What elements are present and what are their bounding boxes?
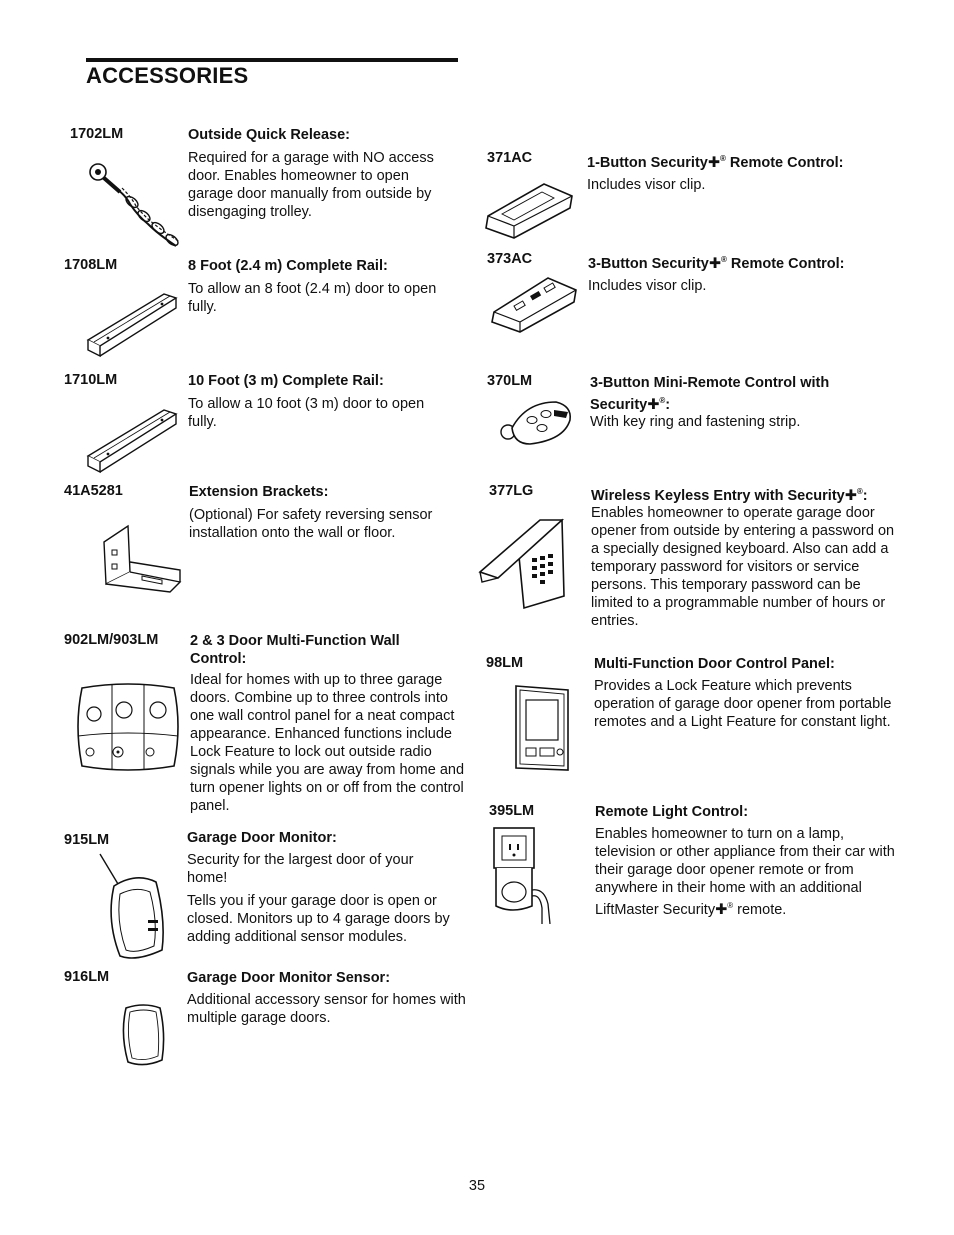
rail-icon bbox=[84, 290, 180, 360]
item-description: Additional accessory sensor for homes with multiple garage doors. bbox=[187, 992, 466, 1026]
title-rule bbox=[86, 58, 458, 62]
item-code: 395LM bbox=[489, 803, 535, 819]
item-name: 3-Button Mini-Remote Control with Security✚®: bbox=[590, 375, 830, 413]
item-description: (Optional) For safety reversing sensor installation onto the wall or floor. bbox=[189, 507, 433, 541]
light-control-icon bbox=[488, 824, 562, 924]
item-description: Includes visor clip. bbox=[588, 278, 707, 294]
item-description: Tells you if your garage door is open or closed. Monitors up to 4 garage doors by adding additional sensor modules. bbox=[187, 893, 450, 945]
item-name: 1-Button Security✚® Remote Control: bbox=[587, 154, 844, 171]
item-name: Wireless Keyless Entry with Security✚®: bbox=[591, 487, 868, 504]
item-code: 902LM/903LM bbox=[64, 632, 159, 648]
item-name: 3-Button Security✚® Remote Control: bbox=[588, 255, 845, 272]
item-name: Outside Quick Release: bbox=[188, 127, 350, 143]
item-description: Ideal for homes with up to three garage doors. Combine up to three controls into one wall control panel for a neat compact appearance. Enhanced functions include Lock Feature to lock out outside radio signals while you are away from home and turn opener lights on or off from the control panel. bbox=[190, 672, 465, 814]
item-description: Enables homeowner to operate garage door opener from outside by entering a password on a specially designed keyboard. Also can add a temporary password for visitors or service persons. This temporary password can be limited to a programmable number of hours or entries. bbox=[591, 505, 895, 629]
security-plus-icon: ✚ bbox=[844, 487, 857, 504]
door-control-panel-icon bbox=[512, 682, 572, 774]
remote-3-button-icon bbox=[490, 272, 580, 336]
item-code: 370LM bbox=[487, 373, 533, 389]
item-description: Includes visor clip. bbox=[587, 177, 706, 193]
item-code: 915LM bbox=[64, 832, 110, 848]
item-description: Required for a garage with NO access door. Enables homeowner to open garage door manually from outside by disengaging trolley. bbox=[188, 150, 434, 220]
rail-icon bbox=[84, 406, 180, 476]
bracket-icon bbox=[100, 522, 184, 596]
mini-remote-icon bbox=[496, 394, 576, 450]
item-description: Enables homeowner to turn on a lamp, television or other appliance from their car with their garage door opener remote or from anywhere in their home with an additional LiftMaster Security✚® remote. bbox=[595, 826, 895, 918]
item-code: 1708LM bbox=[64, 257, 118, 273]
remote-1-button-icon bbox=[484, 180, 576, 242]
sensor-icon bbox=[116, 1002, 170, 1068]
item-code: 373AC bbox=[487, 251, 533, 267]
item-name: 8 Foot (2.4 m) Complete Rail: bbox=[188, 258, 388, 274]
item-code: 1710LM bbox=[64, 372, 118, 388]
item-name: 10 Foot (3 m) Complete Rail: bbox=[188, 373, 384, 389]
item-description: Provides a Lock Feature which prevents operation of garage door opener from portable remotes and a Light Feature for constant light. bbox=[594, 678, 892, 730]
page-title: ACCESSORIES bbox=[86, 63, 249, 88]
item-code: 41A5281 bbox=[64, 483, 123, 499]
item-name: Multi-Function Door Control Panel: bbox=[594, 656, 835, 672]
item-name: Garage Door Monitor: bbox=[187, 830, 337, 846]
item-description: To allow an 8 foot (2.4 m) door to open fully. bbox=[188, 281, 437, 315]
item-description: To allow a 10 foot (3 m) door to open fully. bbox=[188, 396, 425, 430]
wall-control-icon bbox=[72, 680, 184, 774]
item-code: 1702LM bbox=[70, 126, 124, 142]
page-number: 35 bbox=[468, 1178, 486, 1194]
item-code: 377LG bbox=[489, 483, 534, 499]
security-plus-icon: ✚ bbox=[708, 255, 721, 272]
quick-release-icon bbox=[86, 158, 186, 254]
item-code: 916LM bbox=[64, 969, 110, 985]
item-name: 2 & 3 Door Multi-Function Wall Control: bbox=[190, 633, 400, 667]
item-description: With key ring and fastening strip. bbox=[590, 414, 801, 430]
item-name: Extension Brackets: bbox=[189, 484, 329, 500]
keypad-icon bbox=[478, 516, 570, 610]
item-code: 98LM bbox=[486, 655, 524, 671]
item-description: Security for the largest door of your home! bbox=[187, 852, 414, 886]
item-name: Remote Light Control: bbox=[595, 804, 749, 820]
security-plus-icon: ✚ bbox=[647, 396, 660, 413]
monitor-icon bbox=[96, 850, 176, 962]
security-plus-icon: ✚ bbox=[707, 154, 720, 171]
item-name: Garage Door Monitor Sensor: bbox=[187, 970, 391, 986]
item-code: 371AC bbox=[487, 150, 533, 166]
security-plus-icon: ✚ bbox=[715, 901, 728, 918]
